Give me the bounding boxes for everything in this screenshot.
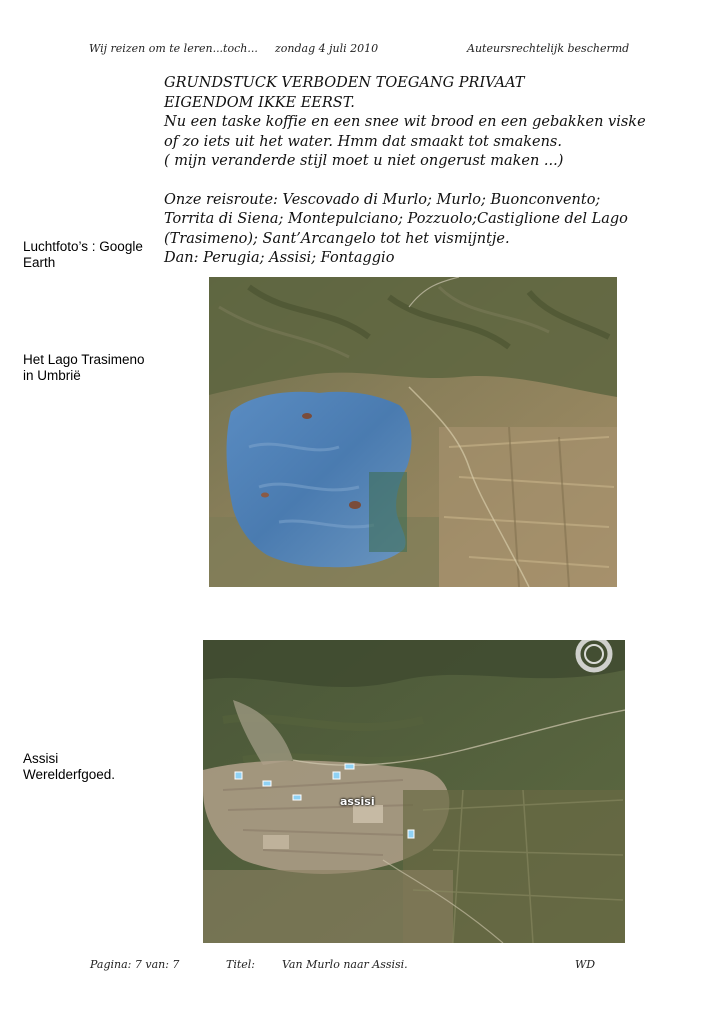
lake-trasimeno-aerial-photo xyxy=(209,277,617,587)
footer-initials: WD xyxy=(575,958,596,971)
caption-lake xyxy=(23,352,145,384)
caption-aerial-line2: Earth xyxy=(23,255,56,270)
body-line: EIGENDOM IKKE EERST. xyxy=(164,94,355,111)
caption-assisi-line2: Werelderfgoed. xyxy=(23,767,116,782)
caption-aerial xyxy=(23,239,143,271)
footer-page-number: Pagina: 7 van: 7 xyxy=(90,958,180,971)
header-copyright: Auteursrechtelijk beschermd xyxy=(467,42,630,55)
route-line: Onze reisroute: Vescovado di Murlo; Murlo; Buonconvento; xyxy=(164,191,601,208)
route-line: Torrita di Siena; Montepulciano; Pozzuolo;Castiglione del Lago xyxy=(164,211,628,227)
caption-assisi-line1: Assisi xyxy=(23,751,59,766)
body-line: ( mijn veranderde stijl moet u niet ongerust maken ...) xyxy=(164,153,564,169)
assisi-aerial-photo xyxy=(203,640,625,943)
body-line: of zo iets uit het water. Hmm dat smaakt tot smakens. xyxy=(164,133,562,150)
caption-assisi xyxy=(23,751,115,783)
caption-aerial-line1: Luchtfoto’s : Google xyxy=(23,239,143,254)
caption-lake-line2: in Umbrië xyxy=(23,368,81,383)
footer-title: Van Murlo naar Assisi. xyxy=(282,958,408,971)
header-date: zondag 4 juli 2010 xyxy=(275,42,379,55)
header-left-text: Wij reizen om te leren...toch... xyxy=(89,42,258,55)
route-line: (Trasimeno); Sant’Arcangelo tot het vismijntje. xyxy=(164,230,510,247)
footer-title-label: Titel: xyxy=(226,958,256,971)
caption-lake-line1: Het Lago Trasimeno xyxy=(23,352,145,367)
body-line: Nu een taske koffie en een snee wit brood en een gebakken viske xyxy=(164,114,646,130)
body-text xyxy=(164,74,684,269)
route-line: Dan: Perugia; Assisi; Fontaggio xyxy=(164,250,395,266)
map-label-assisi: assisi xyxy=(340,795,375,808)
body-line: GRUNDSTUCK VERBODEN TOEGANG PRIVAAT xyxy=(164,75,525,91)
